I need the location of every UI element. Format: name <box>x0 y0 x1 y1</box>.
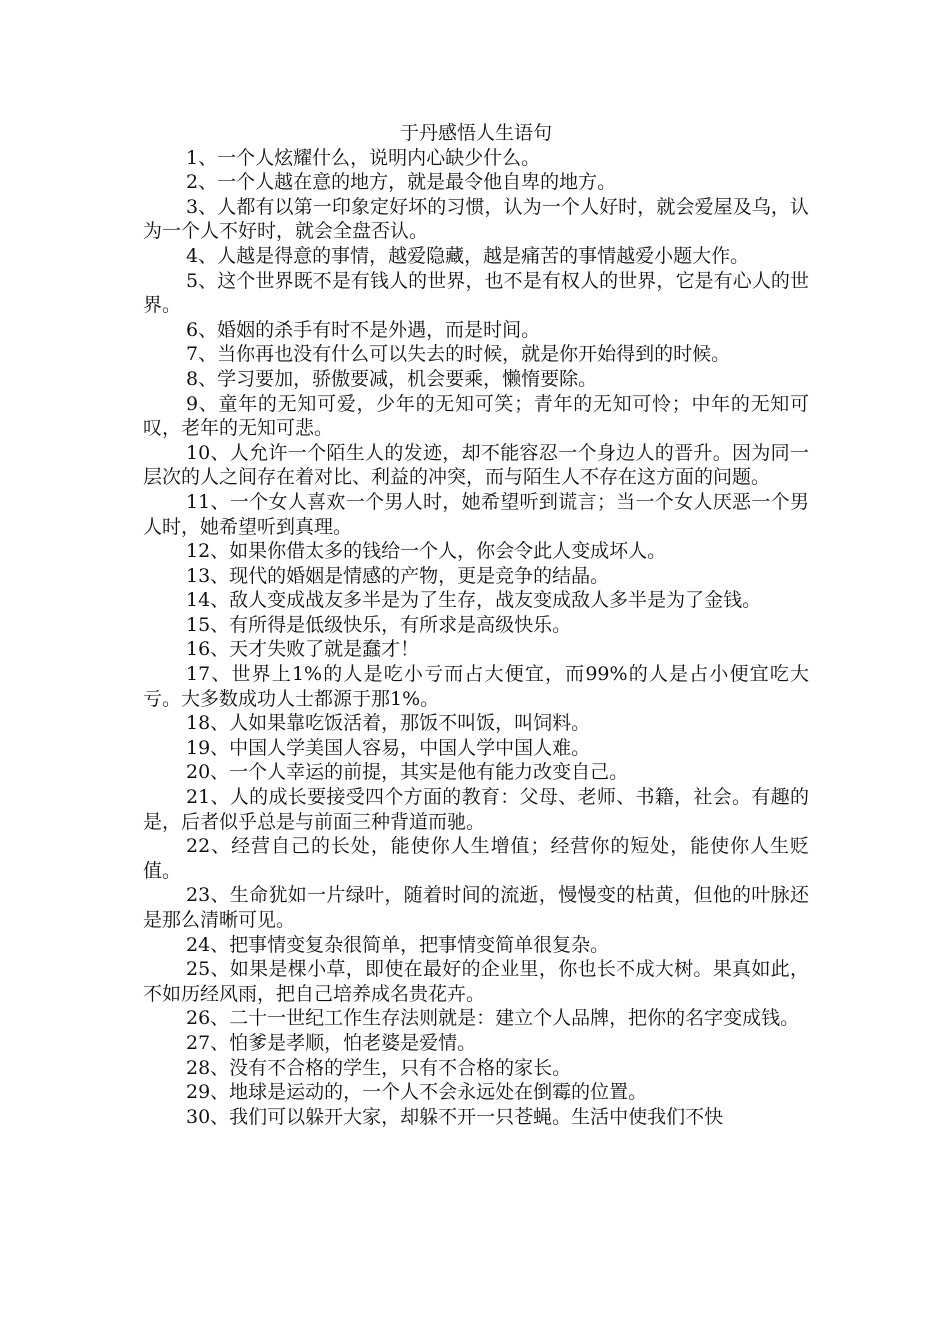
quote-paragraph: 28、没有不合格的学生，只有不合格的家长。 <box>186 1056 572 1079</box>
quote-paragraph: 16、天才失败了就是蠢才！ <box>186 638 420 661</box>
document-title: 于丹感悟人生语句 <box>399 122 552 144</box>
quote-paragraph: 5、这个世界既不是有钱人的世界，也不是有权人的世界，它是有心人的世界。 <box>143 269 809 317</box>
quote-paragraph: 14、敌人变成战友多半是为了生存，战友变成敌人多半是为了金钱。 <box>186 589 762 612</box>
quote-paragraph: 23、生命犹如一片绿叶，随着时间的流逝，慢慢变的枯黄，但他的叶脉还是那么清晰可见。 <box>143 884 809 931</box>
quote-paragraph: 18、人如果靠吃饭活着，那饭不叫饭，叫饲料。 <box>186 712 591 735</box>
quote-paragraph: 20、一个人幸运的前提，其实是他有能力改变自己。 <box>186 761 629 784</box>
quote-paragraph: 1、一个人炫耀什么，说明内心缺少什么。 <box>186 146 541 169</box>
quote-paragraph: 13、现代的婚姻是情感的产物，更是竞争的结晶。 <box>186 564 610 587</box>
quote-paragraph: 4、人越是得意的事情，越爱隐藏，越是痛苦的事情越爱小题大作。 <box>186 244 750 267</box>
quote-paragraph: 19、中国人学美国人容易，中国人学中国人难。 <box>186 736 591 759</box>
quote-paragraph: 27、怕爹是孝顺，怕老婆是爱情。 <box>186 1031 477 1054</box>
document-body <box>143 121 809 1129</box>
quote-paragraph: 8、学习要加，骄傲要减，机会要乘，懒惰要除。 <box>186 367 598 390</box>
quote-paragraph: 2、一个人越在意的地方，就是最令他自卑的地方。 <box>186 171 617 194</box>
quote-paragraph: 22、经营自己的长处，能使你人生增值；经营你的短处，能使你人生贬值。 <box>143 835 809 882</box>
quote-paragraph: 21、人的成长要接受四个方面的教育：父母、老师、书籍，社会。有趣的是，后者似乎总是与前面三种背道而驰。 <box>143 786 809 833</box>
quote-paragraph: 24、把事情变复杂很简单，把事情变简单很复杂。 <box>186 933 610 956</box>
quote-paragraph: 26、二十一世纪工作生存法则就是：建立个人品牌，把你的名字变成钱。 <box>186 1007 800 1030</box>
quote-paragraph: 3、人都有以第一印象定好坏的习惯，认为一个人好时，就会爱屋及乌，认为一个人不好时，就会全盘否认。 <box>143 195 809 243</box>
quote-paragraph: 7、当你再也没有什么可以失去的时候，就是你开始得到的时候。 <box>186 343 731 366</box>
quote-paragraph: 10、人允许一个陌生人的发迹，却不能容忍一个身边人的晋升。因为同一层次的人之间存在着对比、利益的冲突，而与陌生人不存在这方面的问题。 <box>143 441 809 489</box>
quote-paragraph: 15、有所得是低级快乐，有所求是高级快乐。 <box>186 613 572 636</box>
quote-paragraph: 17、世界上1%的人是吃小亏而占大便宜，而99%的人是占小便宜吃大亏。大多数成功人士都源于那1%。 <box>143 663 809 710</box>
quote-paragraph: 30、我们可以躲开大家，却躲不开一只苍蝇。生活中使我们不快 <box>186 1105 724 1128</box>
quote-paragraph: 11、一个女人喜欢一个男人时，她希望听到谎言；当一个女人厌恶一个男人时，她希望听到真理。 <box>143 490 809 538</box>
quote-paragraph: 12、如果你借太多的钱给一个人，你会令此人变成坏人。 <box>186 540 667 563</box>
quote-paragraph: 25、如果是棵小草，即使在最好的企业里，你也长不成大树。果真如此，不如历经风雨，把自己培养成名贵花卉。 <box>143 958 809 1005</box>
quote-paragraph: 6、婚姻的杀手有时不是外遇，而是时间。 <box>186 318 541 341</box>
quote-paragraph: 29、地球是运动的，一个人不会永远处在倒霉的位置。 <box>186 1081 648 1104</box>
quote-paragraph: 9、童年的无知可爱，少年的无知可笑；青年的无知可怜；中年的无知可叹，老年的无知可悲。 <box>143 392 809 440</box>
